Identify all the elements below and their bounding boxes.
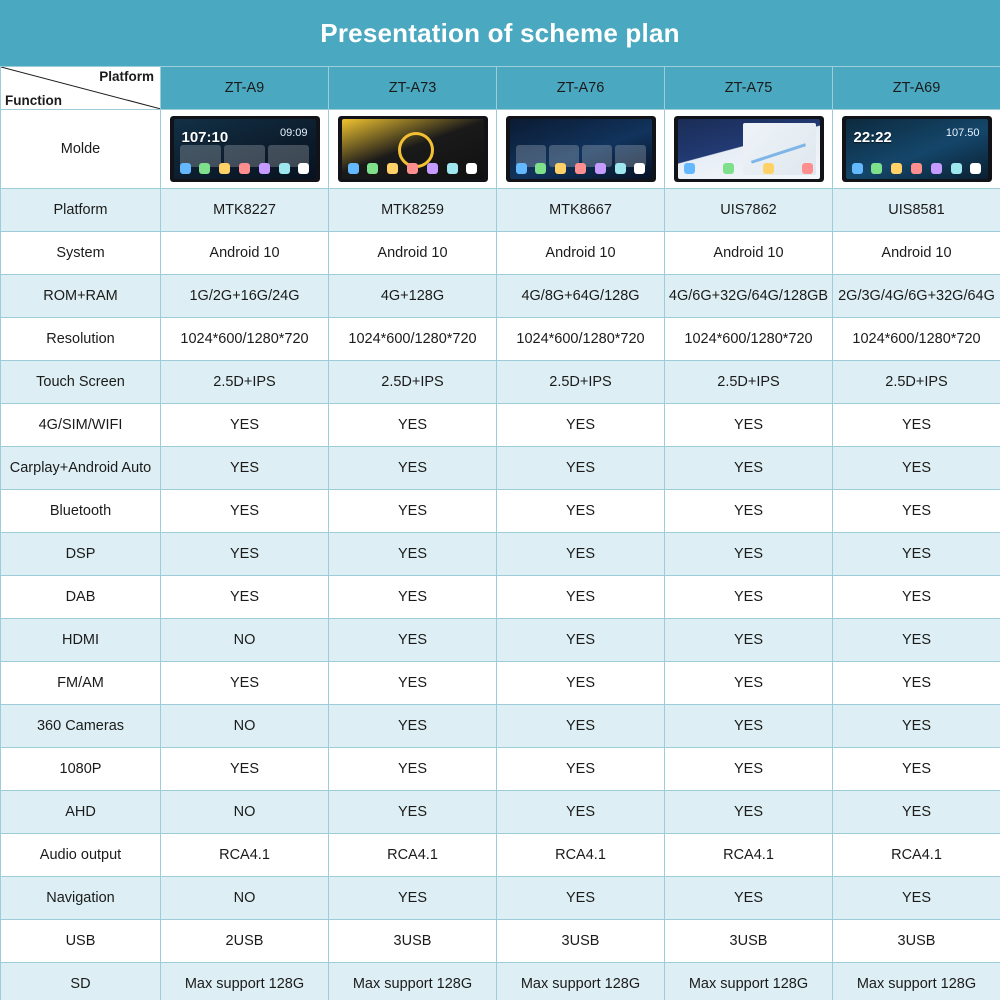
comparison-table — [0, 66, 1000, 1000]
table-row — [1, 490, 1000, 533]
table-cell: YES — [833, 576, 1000, 619]
table-cell: 1024*600/1280*720 — [497, 318, 665, 361]
table-row — [1, 920, 1000, 963]
table-cell: 2.5D+IPS — [665, 361, 833, 404]
table-cell: RCA4.1 — [833, 834, 1000, 877]
table-cell: RCA4.1 — [161, 834, 329, 877]
table-cell: YES — [329, 748, 497, 791]
table-cell: 2USB — [161, 920, 329, 963]
table-cell: Android 10 — [833, 232, 1000, 275]
screenshot-clock2-0: 09:09 — [279, 127, 308, 139]
device-screenshot-zt-a73 — [338, 116, 488, 182]
table-cell: YES — [833, 662, 1000, 705]
table-cell: YES — [329, 447, 497, 490]
table-cell: YES — [833, 877, 1000, 920]
table-cell: MTK8227 — [161, 189, 329, 232]
table-cell: Max support 128G — [833, 963, 1000, 1000]
table-cell: YES — [665, 662, 833, 705]
table-cell: 1024*600/1280*720 — [833, 318, 1000, 361]
table-header-row — [1, 67, 1000, 110]
table-cell: YES — [497, 533, 665, 576]
table-cell: YES — [833, 533, 1000, 576]
table-cell: YES — [665, 447, 833, 490]
row-label: Bluetooth — [1, 490, 161, 533]
table-cell: 2.5D+IPS — [329, 361, 497, 404]
table-cell: YES — [497, 748, 665, 791]
row-label: Touch Screen — [1, 361, 161, 404]
table-row — [1, 318, 1000, 361]
table-cell: Max support 128G — [665, 963, 833, 1000]
molde-cell-2 — [497, 110, 665, 189]
table-cell: Max support 128G — [161, 963, 329, 1000]
table-cell: 3USB — [497, 920, 665, 963]
row-label: 360 Cameras — [1, 705, 161, 748]
table-cell: YES — [329, 490, 497, 533]
device-screenshot-zt-a76 — [506, 116, 656, 182]
table-cell: RCA4.1 — [497, 834, 665, 877]
table-cell: RCA4.1 — [665, 834, 833, 877]
table-cell: 3USB — [329, 920, 497, 963]
row-label: ROM+RAM — [1, 275, 161, 318]
table-cell: YES — [497, 576, 665, 619]
table-cell: YES — [161, 533, 329, 576]
table-row — [1, 877, 1000, 920]
column-header-4: ZT-A69 — [833, 67, 1000, 110]
table-cell: Android 10 — [329, 232, 497, 275]
table-cell: UIS7862 — [665, 189, 833, 232]
row-label: Platform — [1, 189, 161, 232]
row-label: HDMI — [1, 619, 161, 662]
molde-cell-1 — [329, 110, 497, 189]
table-cell: YES — [161, 662, 329, 705]
row-label: DSP — [1, 533, 161, 576]
table-cell: YES — [497, 791, 665, 834]
table-cell: YES — [161, 447, 329, 490]
molde-cell-3 — [665, 110, 833, 189]
table-cell: 1024*600/1280*720 — [665, 318, 833, 361]
table-cell: YES — [329, 877, 497, 920]
table-row — [1, 275, 1000, 318]
row-label: FM/AM — [1, 662, 161, 705]
corner-header-cell — [1, 67, 161, 110]
table-row — [1, 791, 1000, 834]
table-row — [1, 748, 1000, 791]
table-row — [1, 533, 1000, 576]
table-row — [1, 576, 1000, 619]
row-label: USB — [1, 920, 161, 963]
table-cell: MTK8259 — [329, 189, 497, 232]
table-row — [1, 662, 1000, 705]
table-cell: YES — [497, 662, 665, 705]
table-cell: YES — [665, 877, 833, 920]
page-title-bar — [0, 0, 1000, 66]
row-label: Resolution — [1, 318, 161, 361]
row-label: 1080P — [1, 748, 161, 791]
row-label-molde: Molde — [1, 110, 161, 189]
table-cell: NO — [161, 877, 329, 920]
table-cell: YES — [497, 447, 665, 490]
table-row — [1, 189, 1000, 232]
table-cell: UIS8581 — [833, 189, 1000, 232]
table-cell: YES — [161, 748, 329, 791]
table-cell: Android 10 — [497, 232, 665, 275]
molde-cell-4 — [833, 110, 1000, 189]
table-cell: YES — [833, 490, 1000, 533]
table-cell: 1024*600/1280*720 — [329, 318, 497, 361]
table-cell: YES — [665, 619, 833, 662]
column-header-2: ZT-A76 — [497, 67, 665, 110]
table-cell: Android 10 — [665, 232, 833, 275]
column-header-0: ZT-A9 — [161, 67, 329, 110]
table-cell: MTK8667 — [497, 189, 665, 232]
table-cell: 3USB — [665, 920, 833, 963]
table-row — [1, 361, 1000, 404]
table-cell: 4G/6G+32G/64G/128GB — [665, 275, 833, 318]
table-cell: YES — [161, 490, 329, 533]
table-cell: YES — [665, 490, 833, 533]
table-cell: YES — [161, 404, 329, 447]
table-row — [1, 232, 1000, 275]
table-cell: YES — [833, 447, 1000, 490]
table-cell: YES — [665, 576, 833, 619]
table-row — [1, 619, 1000, 662]
row-label: DAB — [1, 576, 161, 619]
row-label: Navigation — [1, 877, 161, 920]
corner-col-label: Platform — [99, 69, 154, 84]
row-label: Audio output — [1, 834, 161, 877]
table-cell: 2.5D+IPS — [161, 361, 329, 404]
table-cell: YES — [329, 791, 497, 834]
table-cell: 2.5D+IPS — [833, 361, 1000, 404]
table-cell: YES — [329, 619, 497, 662]
screenshot-clock-4: 22:22 — [853, 129, 892, 146]
table-cell: NO — [161, 705, 329, 748]
table-cell: 4G+128G — [329, 275, 497, 318]
table-cell: 2G/3G/4G/6G+32G/64G — [833, 275, 1000, 318]
table-cell: 1024*600/1280*720 — [161, 318, 329, 361]
table-cell: YES — [497, 490, 665, 533]
table-row-molde — [1, 110, 1000, 189]
row-label: SD — [1, 963, 161, 1000]
table-cell: RCA4.1 — [329, 834, 497, 877]
table-cell: NO — [161, 791, 329, 834]
screenshot-clock2-4: 107.50 — [945, 127, 980, 139]
device-screenshot-zt-a75 — [674, 116, 824, 182]
table-cell: Max support 128G — [329, 963, 497, 1000]
table-cell: Android 10 — [161, 232, 329, 275]
table-cell: YES — [497, 619, 665, 662]
table-cell: YES — [665, 533, 833, 576]
table-cell: YES — [497, 705, 665, 748]
table-cell: YES — [329, 705, 497, 748]
table-cell: YES — [833, 705, 1000, 748]
column-header-3: ZT-A75 — [665, 67, 833, 110]
table-cell: 3USB — [833, 920, 1000, 963]
table-cell: YES — [665, 404, 833, 447]
table-cell: YES — [329, 576, 497, 619]
table-cell: YES — [833, 404, 1000, 447]
table-row — [1, 963, 1000, 1000]
table-row — [1, 834, 1000, 877]
table-cell: YES — [665, 748, 833, 791]
table-cell: YES — [833, 748, 1000, 791]
table-cell: YES — [329, 533, 497, 576]
corner-row-label: Function — [5, 93, 62, 108]
table-cell: 1G/2G+16G/24G — [161, 275, 329, 318]
table-cell: 2.5D+IPS — [497, 361, 665, 404]
table-cell: 4G/8G+64G/128G — [497, 275, 665, 318]
device-screenshot-zt-a69 — [842, 116, 992, 182]
column-header-1: ZT-A73 — [329, 67, 497, 110]
table-cell: YES — [161, 576, 329, 619]
table-row — [1, 705, 1000, 748]
table-cell: YES — [833, 791, 1000, 834]
table-body — [1, 110, 1000, 1000]
table-row — [1, 447, 1000, 490]
table-cell: YES — [497, 404, 665, 447]
table-cell: Max support 128G — [497, 963, 665, 1000]
table-cell: YES — [665, 791, 833, 834]
row-label: System — [1, 232, 161, 275]
device-screenshot-zt-a9 — [170, 116, 320, 182]
table-cell: YES — [833, 619, 1000, 662]
page-title: Presentation of scheme plan — [320, 17, 680, 48]
row-label: Carplay+Android Auto — [1, 447, 161, 490]
molde-cell-0 — [161, 110, 329, 189]
screenshot-clock-0: 107:10 — [181, 129, 229, 146]
table-cell: NO — [161, 619, 329, 662]
table-cell: YES — [665, 705, 833, 748]
row-label: AHD — [1, 791, 161, 834]
table-cell: YES — [329, 404, 497, 447]
table-cell: YES — [497, 877, 665, 920]
table-row — [1, 404, 1000, 447]
row-label: 4G/SIM/WIFI — [1, 404, 161, 447]
table-cell: YES — [329, 662, 497, 705]
